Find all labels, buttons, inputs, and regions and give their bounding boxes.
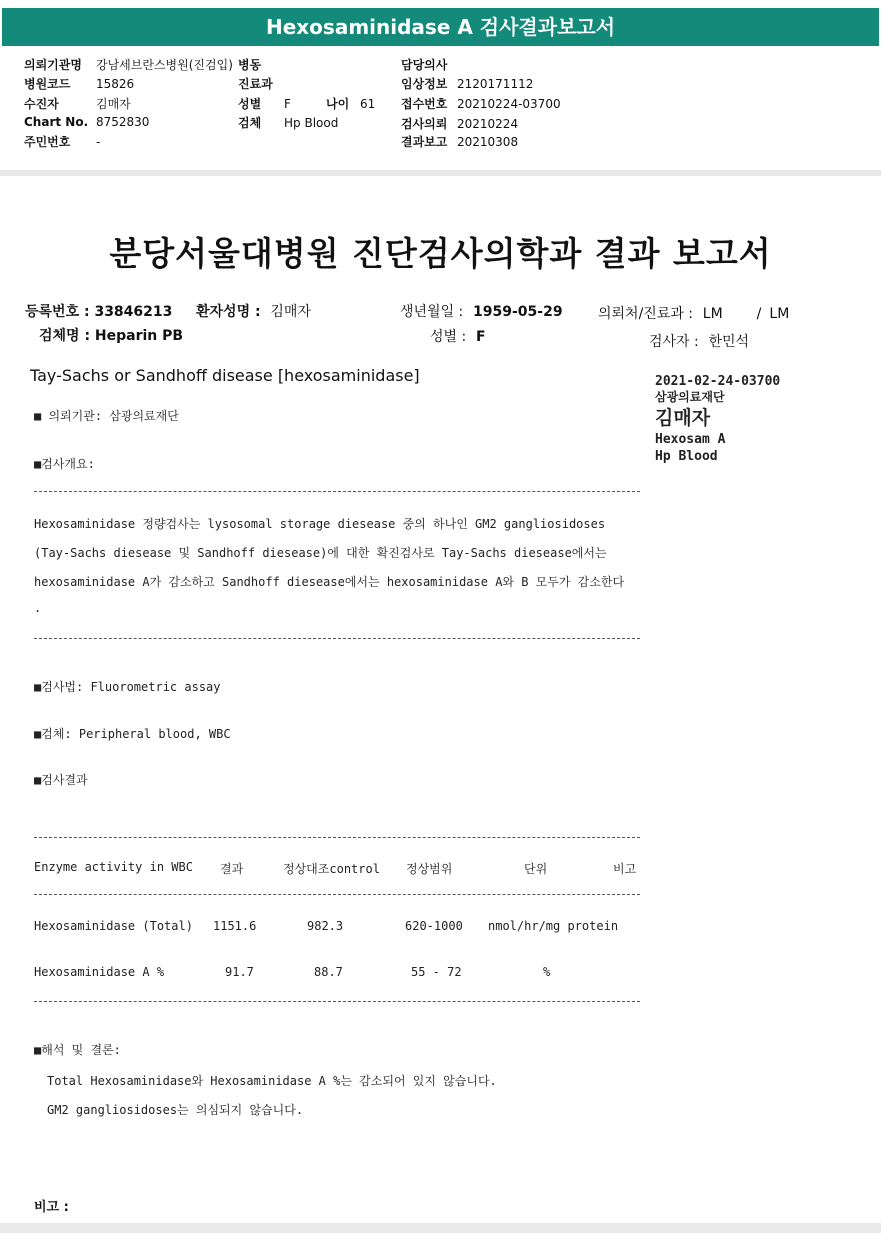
table-cell: nmol/hr/mg protein bbox=[488, 919, 619, 933]
interpretation-line: GM2 gangliosidoses는 의심되지 않습니다. bbox=[47, 1103, 304, 1117]
divider bbox=[34, 638, 640, 639]
note-label: 비고 : bbox=[34, 1200, 69, 1215]
header-resident-no: 주민번호 - bbox=[24, 135, 101, 149]
column-header: 결과 bbox=[220, 862, 244, 876]
table-cell: 982.3 bbox=[307, 919, 344, 933]
divider bbox=[34, 894, 640, 895]
overview-heading: ■검사개요: bbox=[34, 457, 95, 471]
header-chart-no: Chart No. 8752830 bbox=[24, 115, 150, 129]
header-institution: 의뢰기관명 강남세브란스병원(진검입) bbox=[24, 58, 233, 72]
specimen-line: ■검체: Peripheral blood, WBC bbox=[34, 727, 231, 741]
table-cell: 88.7 bbox=[314, 965, 343, 979]
divider bbox=[34, 491, 640, 492]
banner-title: Hexosaminidase A 검사결과보고서 bbox=[2, 8, 879, 46]
header-request-date: 검사의뢰 20210224 bbox=[401, 117, 519, 131]
report-header-panel bbox=[0, 0, 881, 176]
header-report-date: 결과보고 20210308 bbox=[401, 135, 519, 149]
header-doctor: 담당의사 bbox=[401, 58, 448, 72]
header-patient: 수진자 김매자 bbox=[24, 97, 131, 111]
page-footer-band bbox=[0, 1223, 881, 1233]
interpretation-line: Total Hexosaminidase와 Hexosaminidase A %는 감소되어 있지 않습니다. bbox=[47, 1074, 497, 1088]
overview-line: . bbox=[34, 601, 42, 615]
date-of-birth: 생년월일 : 1959-05-29 bbox=[400, 304, 563, 320]
department: 의뢰처/진료과 : LM / LM bbox=[598, 306, 790, 322]
header-ward: 병동 bbox=[238, 58, 262, 72]
overview-line: hexosaminidase A가 감소하고 Sandhoff diesease에서는 hexosaminidase A와 B 모두가 감소한다 bbox=[34, 575, 625, 589]
result-heading: ■검사결과 bbox=[34, 773, 88, 787]
header-clinical-info: 임상정보 2120171112 bbox=[401, 77, 534, 91]
overview-line: (Tay-Sachs diesease 및 Sandhoff diesease)에 대한 확진검사로 Tay-Sachs diesease에서는 bbox=[34, 546, 607, 560]
test-name: Tay-Sachs or Sandhoff disease [hexosaminidase] bbox=[30, 366, 420, 385]
table-cell: 1151.6 bbox=[213, 919, 257, 933]
interpretation-heading: ■해석 및 결론: bbox=[34, 1043, 121, 1057]
column-header: 비고 bbox=[613, 862, 637, 876]
report-title: 분당서울대병원 진단검사의학과 결과 보고서 bbox=[109, 234, 772, 273]
header-hospital-code: 병원코드 15826 bbox=[24, 77, 135, 91]
patient-sex: 성별 : F bbox=[430, 329, 486, 345]
header-specimen: 검체 Hp Blood bbox=[238, 116, 339, 130]
header-department: 진료과 bbox=[238, 77, 273, 91]
column-header: 단위 bbox=[524, 862, 548, 876]
column-header: 정상범위 bbox=[406, 862, 453, 876]
method-line: ■검사법: Fluorometric assay bbox=[34, 680, 221, 694]
column-header: 정상대조control bbox=[283, 862, 380, 876]
divider bbox=[34, 1001, 640, 1002]
table-cell: % bbox=[543, 965, 551, 979]
header-receipt-no: 접수번호 20210224-03700 bbox=[401, 97, 561, 111]
specimen-name: 검체명 : Heparin PB bbox=[39, 328, 184, 344]
registration-number: 등록번호 : 33846213 bbox=[25, 304, 173, 320]
institution-line: ■ 의뢰기관: 삼광의료재단 bbox=[34, 409, 179, 423]
divider bbox=[34, 837, 640, 838]
header-age: 나이 61 bbox=[326, 97, 376, 111]
column-header: Enzyme activity in WBC bbox=[34, 860, 193, 874]
specimen-stamp: 2021-02-24-03700 삼광의료재단 김매자 Hexosam A Hp Blood bbox=[655, 374, 781, 464]
table-cell: Hexosaminidase (Total) bbox=[34, 919, 193, 933]
table-cell: Hexosaminidase A % bbox=[34, 965, 165, 979]
table-cell: 55 - 72 bbox=[411, 965, 462, 979]
patient-name: 환자성명 : 김매자 bbox=[196, 304, 311, 320]
table-cell: 620-1000 bbox=[405, 919, 463, 933]
overview-line: Hexosaminidase 정량검사는 lysosomal storage diesease 중의 하나인 GM2 gangliosidoses bbox=[34, 517, 606, 531]
header-sex: 성별 F bbox=[238, 97, 291, 111]
table-cell: 91.7 bbox=[225, 965, 254, 979]
examiner: 검사자 : 한민석 bbox=[649, 334, 750, 350]
